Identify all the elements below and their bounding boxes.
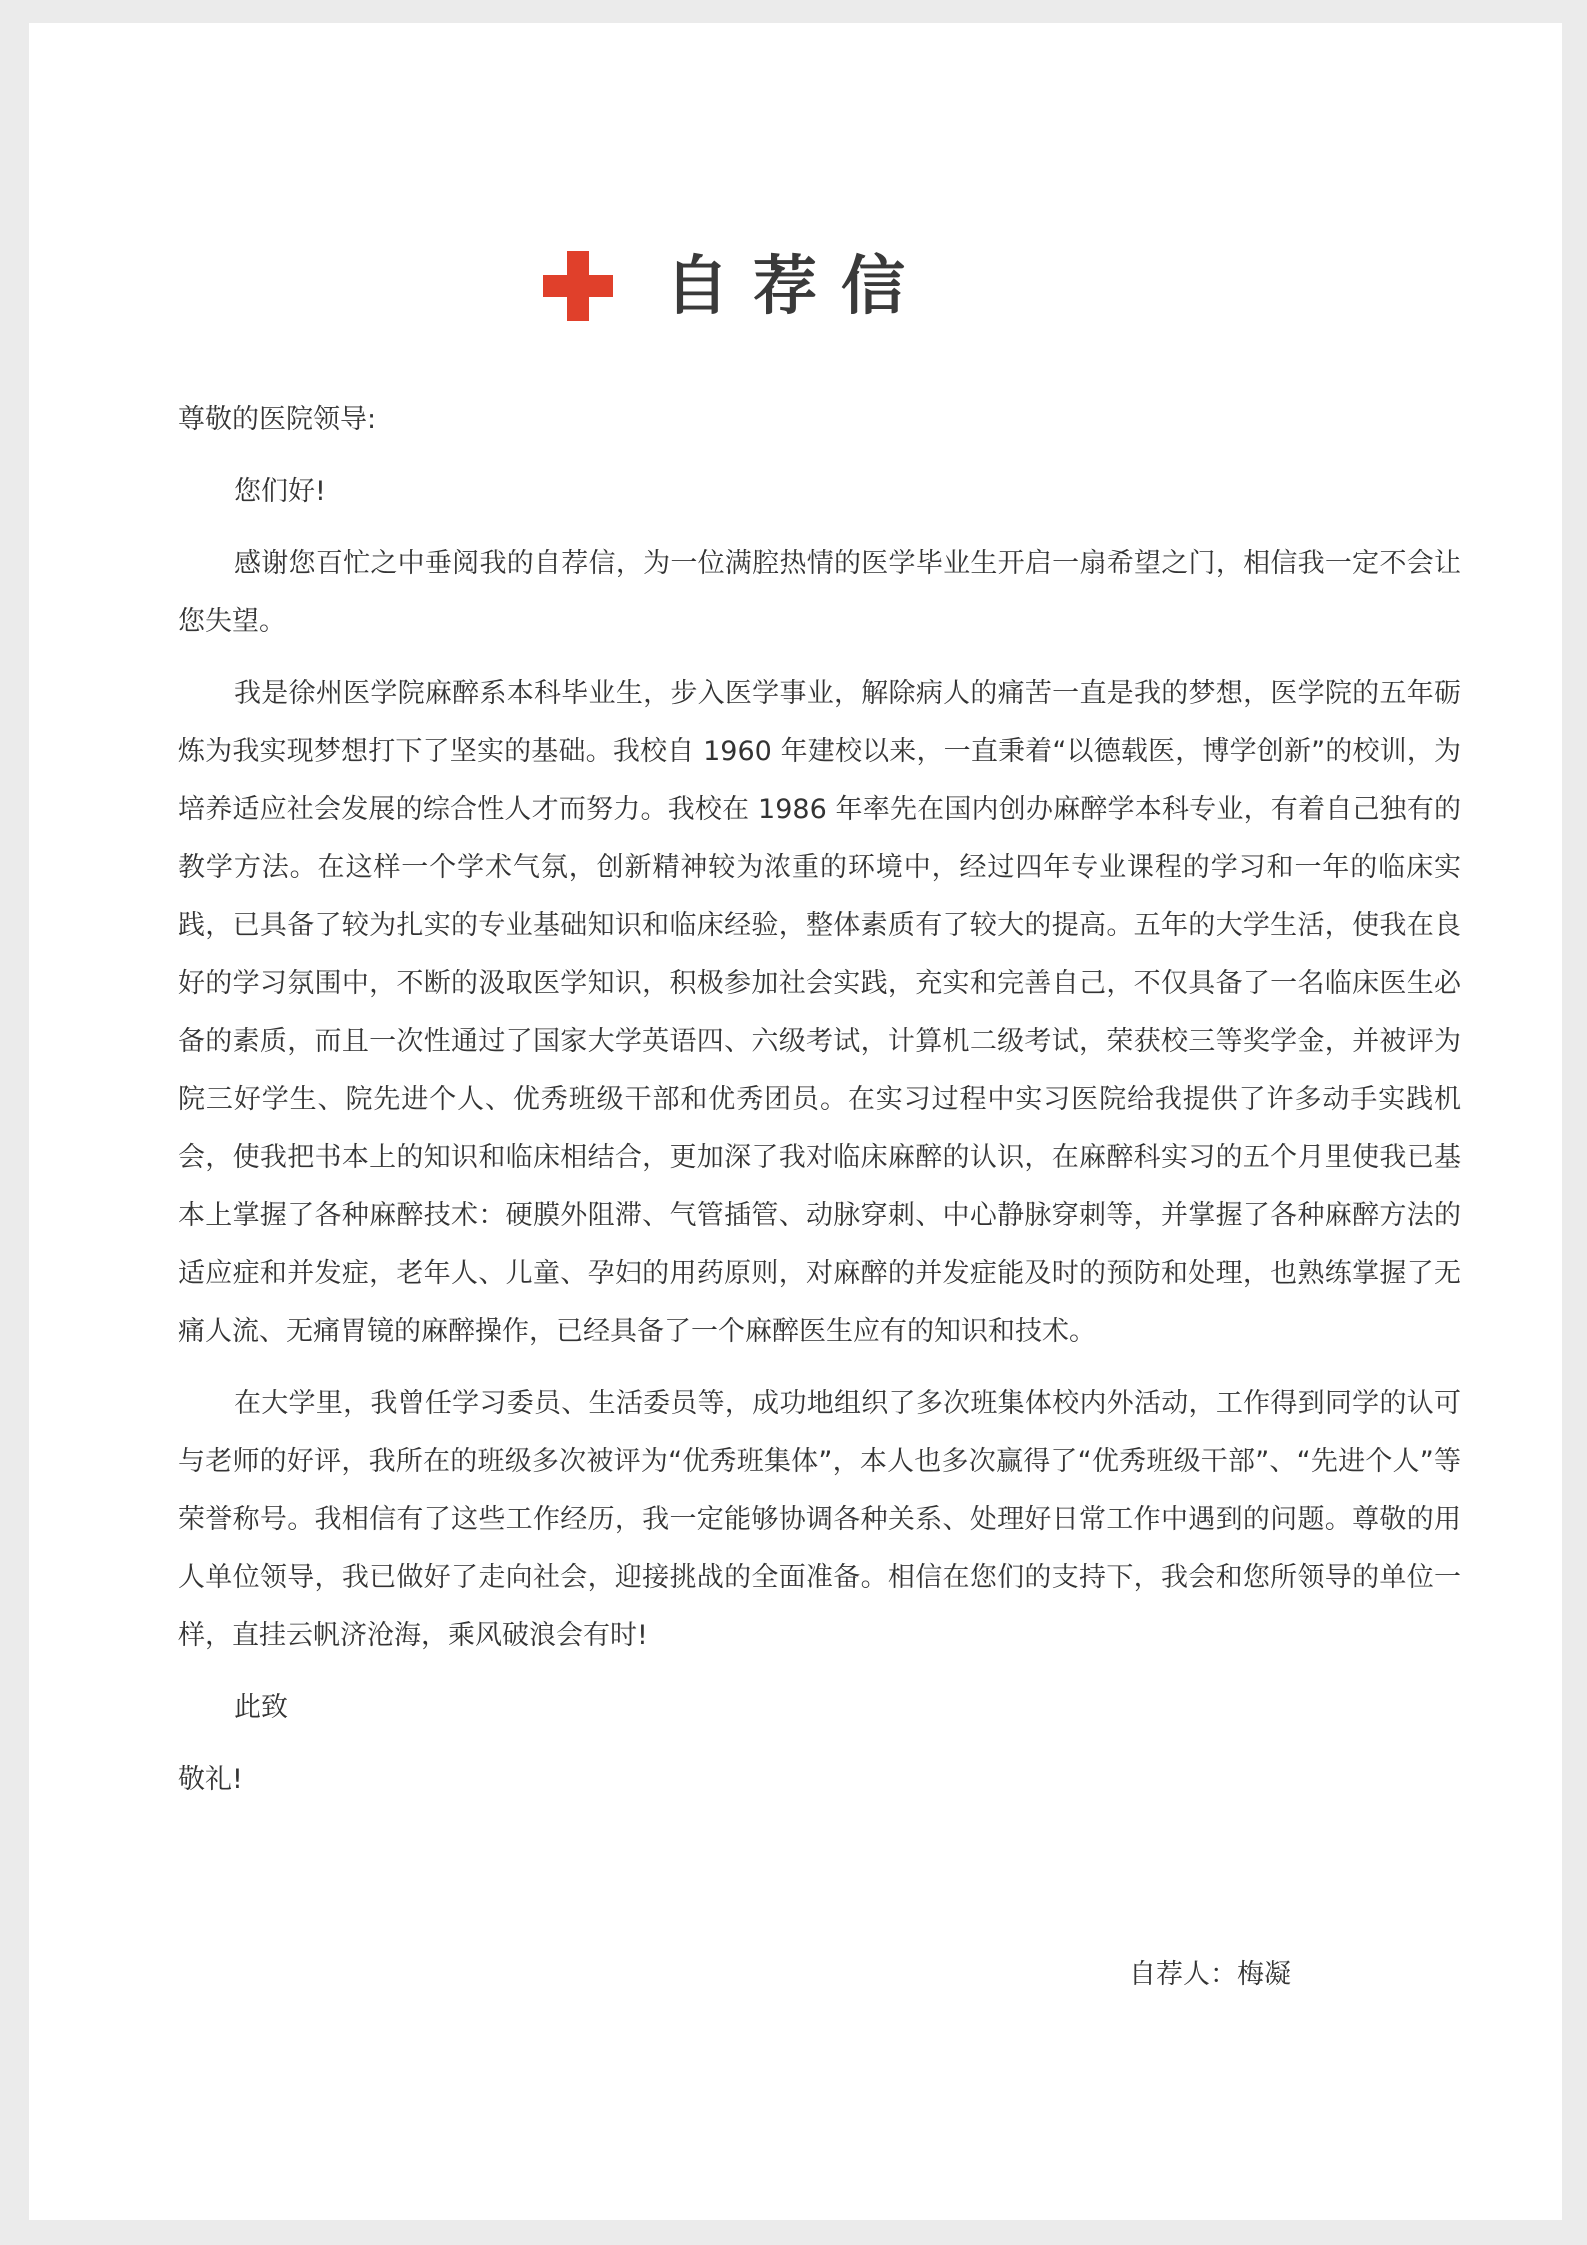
letter-header <box>29 251 1562 325</box>
letter-title: 自荐信 <box>665 250 929 324</box>
red-cross-icon <box>543 251 613 321</box>
letter-page <box>29 23 1562 2220</box>
signature: 自荐人：梅凝 <box>1129 1959 1291 1990</box>
paragraph-activities: 在大学里，我曾任学习委员、生活委员等，成功地组织了多次班集体校内外活动，工作得到同学的认可与老师的好评，我所在的班级多次被评为“优秀班集体”，本人也多次赢得了“优秀班级干部”、“先进个人”等荣誉称号。我相信有了这些工作经历，我一定能够协调各种关系、处理好日常工作中遇到的问题。尊敬的用人单位领导，我已做好了走向社会，迎接挑战的全面准备。相信在您们的支持下，我会和您所领导的单位一样，直挂云帆济沧海，乘风破浪会有时! <box>178 1388 1461 1651</box>
closing-line-1: 此致 <box>234 1692 288 1723</box>
closing-line-2: 敬礼! <box>178 1764 243 1795</box>
paragraph-thanks: 感谢您百忙之中垂阅我的自荐信，为一位满腔热情的医学毕业生开启一扇希望之门，相信我一定不会让您失望。 <box>178 548 1461 637</box>
greeting: 您们好! <box>234 476 326 507</box>
salutation: 尊敬的医院领导: <box>178 404 377 435</box>
paragraph-education: 我是徐州医学院麻醉系本科毕业生，步入医学事业，解除病人的痛苦一直是我的梦想，医学院的五年砺炼为我实现梦想打下了坚实的基础。我校自 1960 年建校以来，一直秉着“以德载医，博学创新”的校训，为培养适应社会发展的综合性人才而努力。我校在 1986 年率先在国内创办麻醉学本科专业，有着自己独有的教学方法。在这样一个学术气氛，创新精神较为浓重的环境中，经过四年专业课程的学习和一年的临床实践，已具备了较为扎实的专业基础知识和临床经验，整体素质有了较大的提高。五年的大学生活，使我在良好的学习氛围中，不断的汲取医学知识，积极参加社会实践，充实和完善自己，不仅具备了一名临床医生必备的素质，而且一次性通过了国家大学英语四、六级考试，计算机二级考试，荣获校三等奖学金，并被评为院三好学生、院先进个人、优秀班级干部和优秀团员。在实习过程中实习医院给我提供了许多动手实践机会，使我把书本上的知识和临床相结合，更加深了我对临床麻醉的认识，在麻醉科实习的五个月里使我已基本上掌握了各种麻醉技术：硬膜外阻滞、气管插管、动脉穿刺、中心静脉穿刺等，并掌握了各种麻醉方法的适应症和并发症，老年人、儿童、孕妇的用药原则，对麻醉的并发症能及时的预防和处理，也熟练掌握了无痛人流、无痛胃镜的麻醉操作，已经具备了一个麻醉医生应有的知识和技术。 <box>178 678 1461 1347</box>
letter-body <box>178 391 1461 1823</box>
